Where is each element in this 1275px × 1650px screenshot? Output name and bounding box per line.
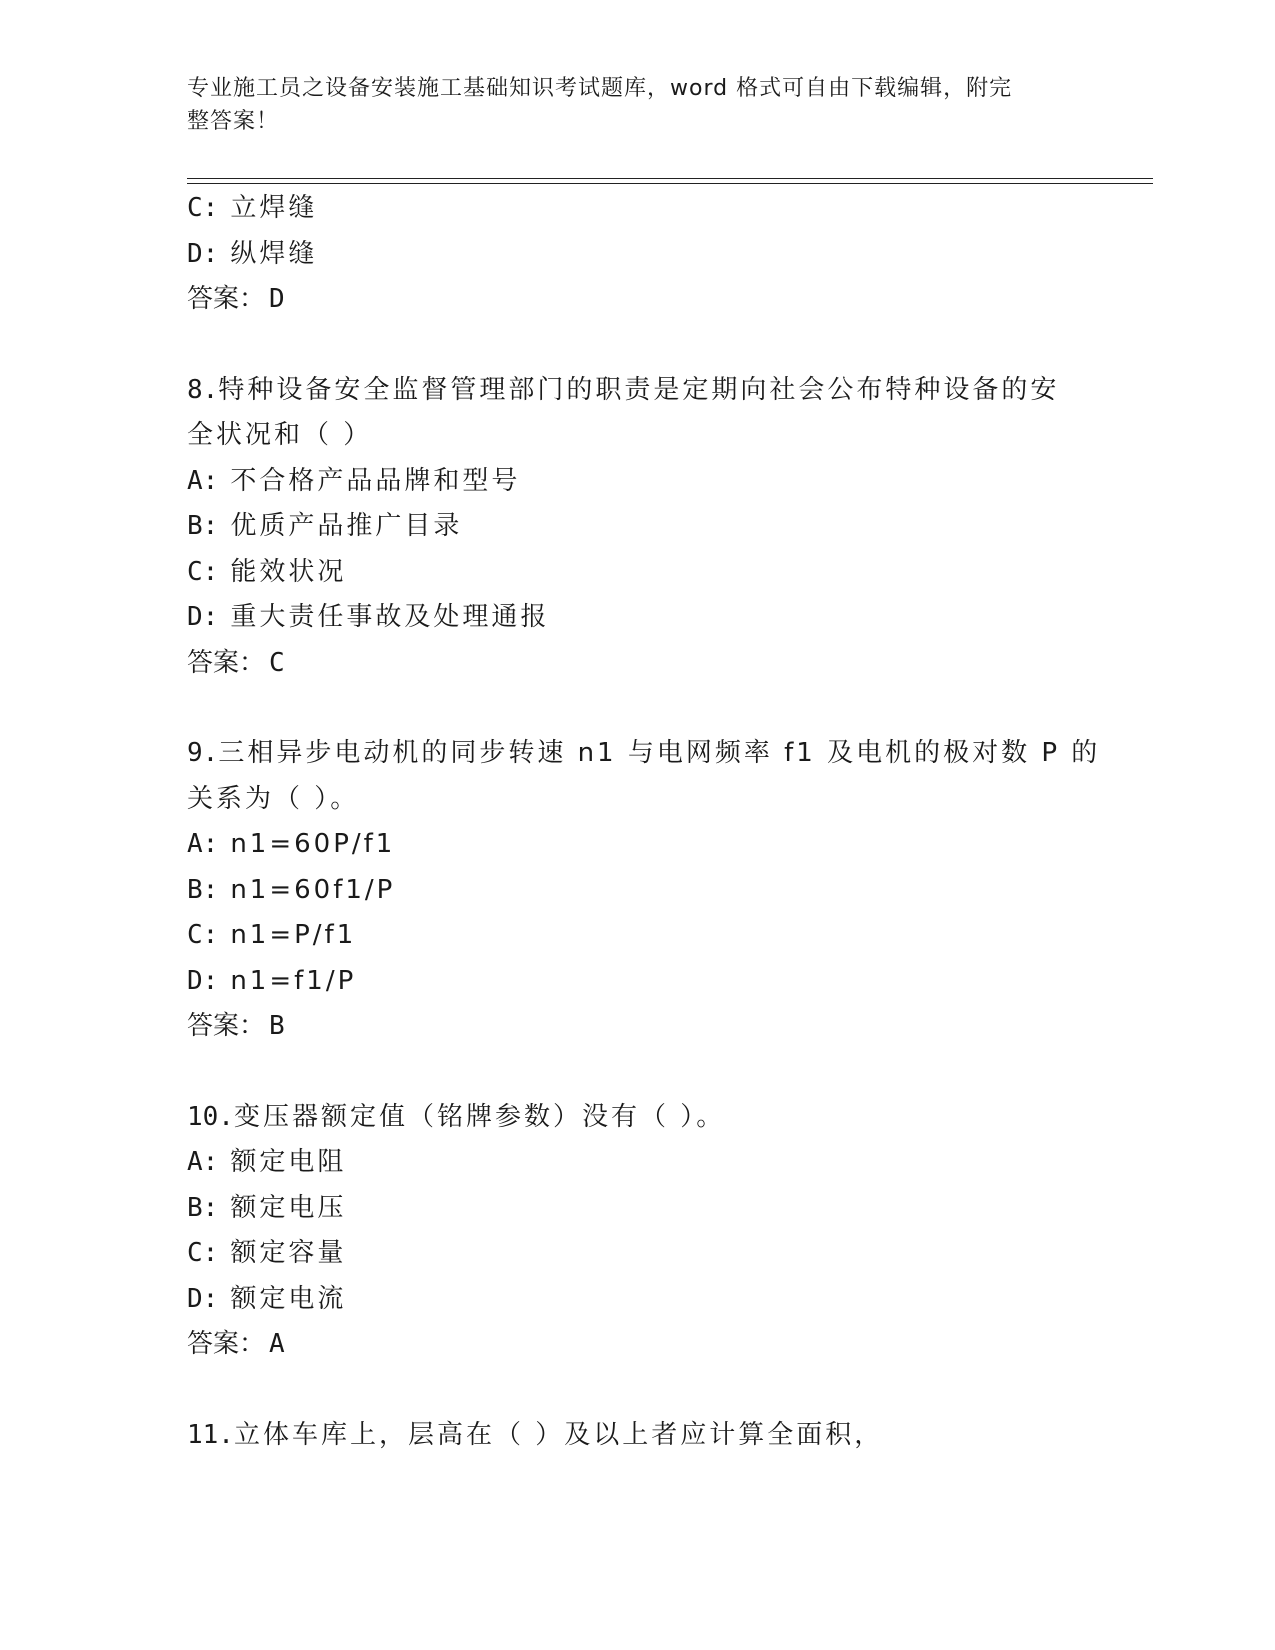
- option-prefix: C:: [187, 193, 219, 223]
- answer-label: 答案：: [187, 1329, 266, 1359]
- option-prefix: C:: [187, 556, 219, 587]
- option-prefix: C:: [187, 920, 219, 950]
- question-text: 变压器额定值（铭牌参数）没有（ ）。: [233, 1101, 726, 1132]
- option-prefix: D:: [187, 602, 219, 632]
- question-list: [187, 186, 1101, 1458]
- option-text: 重大责任事故及处理通报: [230, 602, 550, 632]
- question-text: 特种设备安全监督管理部门的职责是定期向社会公布特种设备的安: [218, 374, 1060, 405]
- question-number: 8.: [187, 374, 219, 405]
- option-b: [187, 504, 1087, 550]
- option-text: n1=60P/f1: [230, 829, 396, 859]
- option-prefix: A:: [187, 1147, 219, 1177]
- option-a: [187, 822, 1087, 868]
- option-prefix: C:: [187, 1238, 219, 1268]
- option-c: [187, 1231, 1087, 1277]
- option-prefix: D:: [187, 238, 219, 269]
- question-number: 9.: [187, 738, 219, 768]
- question-number: 11.: [187, 1419, 234, 1450]
- option-prefix: A:: [187, 829, 219, 859]
- answer-value: C: [269, 647, 285, 678]
- option-text: n1=60f1/P: [230, 874, 396, 905]
- option-text: n1=P/f1: [230, 920, 357, 950]
- header-title-line2: 整答案！: [187, 109, 280, 134]
- option-b: [187, 1186, 1087, 1232]
- option-b: [187, 868, 1087, 914]
- option-d: [187, 232, 1087, 278]
- option-text: 纵焊缝: [230, 238, 318, 269]
- option-text: 不合格产品品牌和型号: [230, 465, 521, 496]
- question-11-line1: [187, 1413, 1087, 1459]
- option-text: 额定电流: [230, 1283, 347, 1314]
- answer-line: [187, 1004, 1087, 1050]
- answer-value: B: [269, 1011, 285, 1041]
- option-c: [187, 913, 1087, 959]
- option-text: 能效状况: [230, 556, 347, 587]
- option-prefix: D:: [187, 1283, 219, 1314]
- answer-label: 答案：: [187, 284, 266, 314]
- question-10-line1: [187, 1095, 1087, 1141]
- question-9-line2: 关系为（ ）。: [187, 783, 360, 814]
- option-prefix: B:: [187, 511, 219, 541]
- option-c: [187, 550, 1087, 596]
- answer-value: A: [269, 1329, 285, 1359]
- option-prefix: B:: [187, 874, 219, 905]
- option-prefix: D:: [187, 965, 219, 996]
- answer-line: [187, 641, 1087, 687]
- option-text: 额定电阻: [230, 1147, 347, 1177]
- option-a: [187, 459, 1087, 505]
- answer-line: [187, 277, 1087, 323]
- question-8-line2: 全状况和（ ）: [187, 420, 373, 450]
- header-divider-top: [187, 178, 1153, 179]
- option-text: 额定容量: [230, 1238, 347, 1268]
- answer-line: [187, 1322, 1087, 1368]
- option-d: [187, 595, 1087, 641]
- option-a: [187, 1140, 1087, 1186]
- option-c: [187, 186, 1087, 232]
- answer-label: 答案：: [187, 1011, 266, 1041]
- answer-label: 答案：: [187, 647, 266, 678]
- question-text: 立体车库上，层高在（ ）及以上者应计算全面积，: [233, 1419, 884, 1450]
- option-text: n1=f1/P: [230, 965, 357, 996]
- option-text: 额定电压: [230, 1192, 347, 1223]
- option-text: 立焊缝: [230, 193, 318, 223]
- option-d: [187, 959, 1087, 1005]
- question-8-line1: [187, 368, 1087, 414]
- question-9-line1: [187, 731, 1101, 777]
- option-prefix: A:: [187, 465, 219, 496]
- option-text: 优质产品推广目录: [230, 511, 463, 541]
- answer-value: D: [269, 284, 285, 314]
- header-title-line1: 专业施工员之设备安装施工基础知识考试题库，word 格式可自由下载编辑，附完: [187, 76, 1013, 101]
- question-number: 10.: [187, 1101, 234, 1132]
- header-divider-bottom: [187, 183, 1153, 184]
- option-d: [187, 1277, 1087, 1323]
- document-header: [187, 72, 1067, 138]
- option-prefix: B:: [187, 1192, 219, 1223]
- question-text: 三相异步电动机的同步转速 n1 与电网频率 f1 及电机的极对数 P 的: [218, 738, 1101, 768]
